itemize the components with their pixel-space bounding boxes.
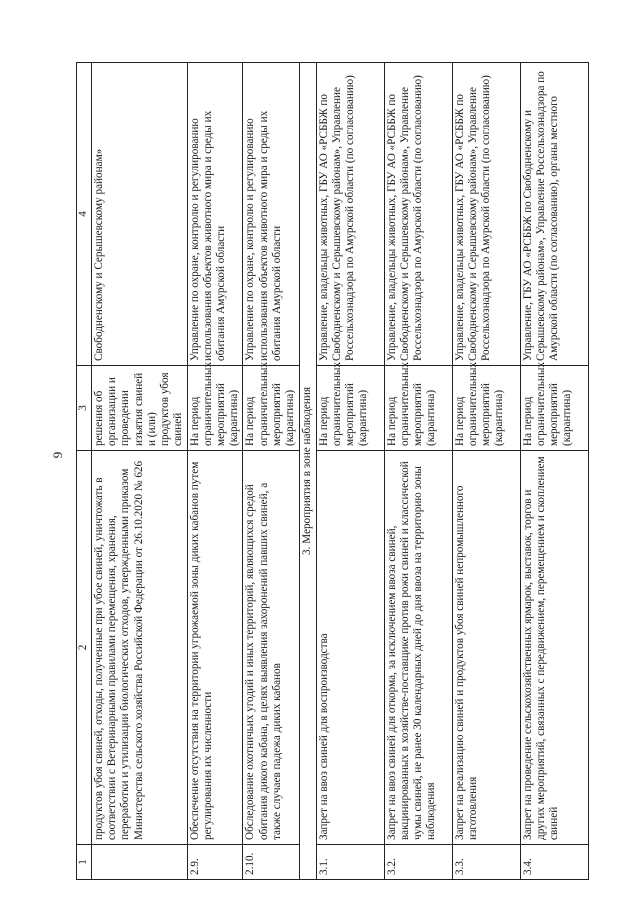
row-number: 3.2. — [384, 845, 452, 880]
header-col-1: 1 — [77, 845, 92, 880]
row-measure: Запрет на проведение сельскохозяйственных ярмарок, выставок, торгов и других мероприятий, связанных с передвижением, перемещением и скоплением свиней — [520, 451, 588, 845]
row-term: На период ограничительных мероприятий (карантина) — [520, 366, 588, 451]
row-responsible: Управление, ГБУ АО «РСББЖ по Свободненскому и Серышевскому районам», Управление Россельхознадзора по Амурской области (по согласованию), органы местного — [520, 63, 588, 366]
section-title: 3. Мероприятия в зоне наблюдения — [300, 63, 316, 880]
row-term: На период ограничительных мероприятий (карантина) — [452, 366, 520, 451]
rotated-table-container — [76, 62, 610, 880]
table-row — [187, 63, 243, 880]
row-number — [92, 845, 188, 880]
row-number: 2.10. — [243, 845, 300, 880]
row-responsible: Управление, владельцы животных, ГБУ АО «РСББЖ по Свободненскому и Серышевскому районам», Управление Россельхознадзора по Амурской области (по согласованию) — [384, 63, 452, 366]
row-responsible: Управление, владельцы животных, ГБУ АО «РСББЖ по Свободненскому и Серышевскому районам», Управление Россельхознадзора по Амурской области (по согласованию) — [316, 63, 384, 366]
row-number: 3.4. — [520, 845, 588, 880]
section-row — [300, 63, 316, 880]
table-row — [316, 63, 384, 880]
row-responsible: Управление по охране, контролю и регулированию использования объектов животного мира и среды их обитания Амурской области — [243, 63, 300, 366]
row-term: решения об организации и проведении изъятия свиней и (или) продуктов убоя свиней — [92, 366, 188, 451]
header-col-2: 2 — [77, 451, 92, 845]
header-col-3: 3 — [77, 366, 92, 451]
row-term: На период ограничительных мероприятий (карантина) — [316, 366, 384, 451]
table-row — [384, 63, 452, 880]
row-responsible: Управление по охране, контролю и регулированию использования объектов животного мира и среды их обитания Амурской области — [187, 63, 243, 366]
table-header-row — [77, 63, 92, 880]
row-measure: Запрет на ввоз свиней для воспроизводства — [316, 451, 384, 845]
table-row — [452, 63, 520, 880]
table-row — [243, 63, 300, 880]
row-measure: продуктов убоя свиней, отходы, полученные при убое свиней, уничтожать в соответствии с Ветеринарными правилами перемещения, хранения, переработки и утилизации биологических отходов, утвержденными приказом Министерства сельского хозяйства Российской Федерации от 26.10.2020 № 626 — [92, 451, 188, 845]
row-number: 3.1. — [316, 845, 384, 880]
measures-table — [76, 62, 589, 880]
row-measure: Обследование охотничьих угодий и иных территорий, являющихся средой обитания дикого кабана, в целях выявления захоронений павших свиней, а также случаев падежа диких кабанов — [243, 451, 300, 845]
header-col-4: 4 — [77, 63, 92, 366]
row-measure: Запрет на реализацию свиней и продуктов убоя свиней непромышленного изготовления — [452, 451, 520, 845]
row-measure: Запрет на ввоз свиней для откорма, за исключением ввоза свиней, вакцинированных в хозяйстве-поставщике против рожи свиней и классической чумы свиней, не ранее 30 календарных дней до дня ввоза на территорию зоны наблюдения — [384, 451, 452, 845]
row-responsible: Свободненскому и Серышевскому районам» — [92, 63, 188, 366]
page-number: 9 — [50, 451, 65, 459]
row-term: На период ограничительных мероприятий (карантина) — [243, 366, 300, 451]
row-number: 3.3. — [452, 845, 520, 880]
row-responsible: Управление, владельцы животных, ГБУ АО «РСББЖ по Свободненскому и Серышевскому районам», Управление Россельхознадзора по Амурской области (по согласованию) — [452, 63, 520, 366]
row-term: На период ограничительных мероприятий (карантина) — [187, 366, 243, 451]
row-measure: Обеспечение отсутствия на территории угрожаемой зоны диких кабанов путем регулирования их численности — [187, 451, 243, 845]
row-term: На период ограничительных мероприятий (карантина) — [384, 366, 452, 451]
table-row — [92, 63, 188, 880]
row-number: 2.9. — [187, 845, 243, 880]
table-row — [520, 63, 588, 880]
